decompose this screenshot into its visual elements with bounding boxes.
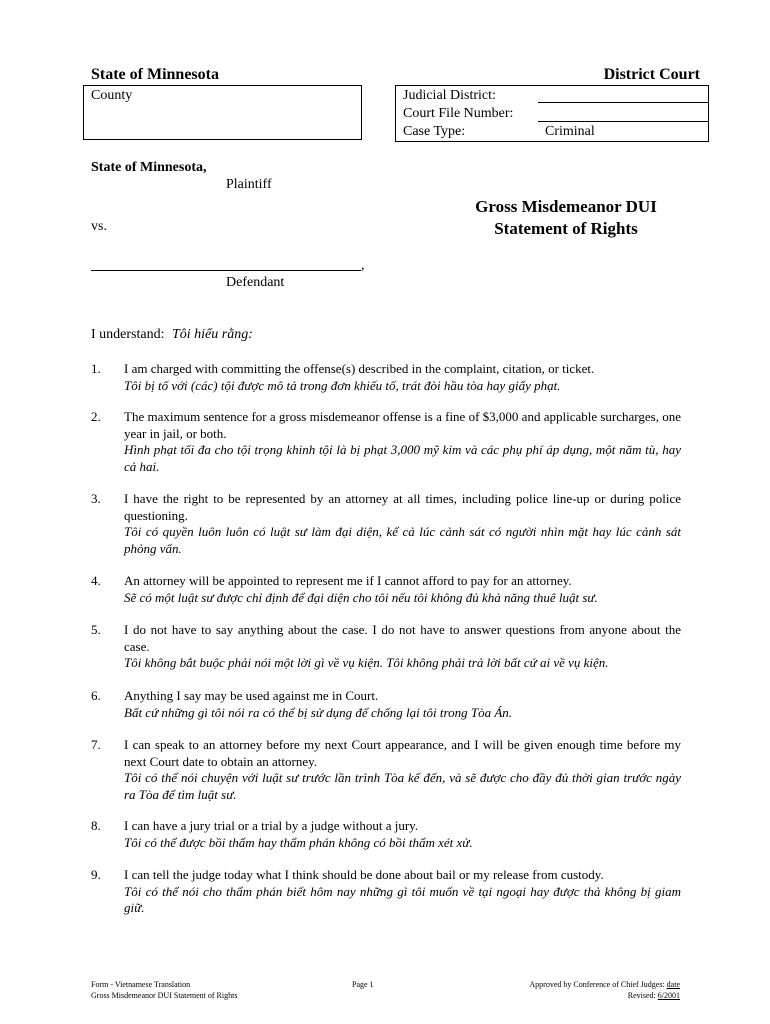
rights-item (91, 867, 681, 917)
footer-approved-line (529, 979, 680, 990)
item-number: 6. (91, 688, 101, 703)
versus-label: vs. (91, 219, 107, 234)
item-english: Anything I say may be used against me in Court. (124, 688, 379, 703)
court-heading: District Court (603, 66, 700, 83)
item-number: 8. (91, 818, 101, 833)
footer-form-line-1: Form - Vietnamese Translation (91, 980, 191, 989)
case-type-label: Case Type: (403, 124, 466, 139)
case-type-value: Criminal (545, 124, 595, 139)
rights-item (91, 622, 681, 672)
county-box (83, 85, 362, 140)
item-english: I can speak to an attorney before my next Court appearance, and I will be given enough time before my next Court date to obtain an attorney. (124, 737, 681, 769)
defendant-name-line (91, 270, 361, 271)
court-file-number-label: Court File Number: (403, 106, 514, 121)
item-number: 1. (91, 361, 101, 376)
item-english: The maximum sentence for a gross misdemeanor offense is a fine of $3,000 and applicable surcharges, one year in jail, or both. (124, 409, 681, 441)
footer-approved-date: date (666, 980, 680, 989)
item-english: I can have a jury trial or a trial by a judge without a jury. (124, 818, 419, 833)
item-vietnamese: Bất cứ những gì tôi nói ra có thể bị sử dụng để chống lại tôi trong Tòa Án. (124, 704, 513, 720)
plaintiff-role: Plaintiff (226, 177, 272, 192)
item-vietnamese: Tôi có thể nói chuyện với luật sư trước lần trình Tòa kế đến, và sẽ được cho đầy đủ thời gian trước ngày ra Tòa để tìm luật sư. (124, 770, 681, 802)
footer-revised-line (529, 990, 680, 1001)
item-number: 5. (91, 622, 101, 637)
rights-item (91, 409, 681, 475)
intro-statement (91, 327, 253, 343)
footer-revised-prefix: Revised: (627, 991, 658, 1000)
footer-form-line-2: Gross Misdemeanor DUI Statement of Rights (91, 991, 238, 1000)
item-vietnamese: Sẽ có một luật sư được chỉ định để đại diện cho tôi nếu tôi không đủ khả năng thuê luật sư. (124, 589, 598, 605)
item-vietnamese: Tôi có thể nói cho thẩm phán biết hôm nay những gì tôi muốn về tại ngoại hay được thả không bị giam giữ. (124, 883, 681, 915)
item-vietnamese: Tôi có quyền luôn luôn có luật sư làm đại diện, kể cả lúc cảnh sát có người nhìn mặt hay lúc cảnh sát phỏng vấn. (124, 524, 681, 556)
rights-item (91, 573, 681, 606)
court-info-box (395, 85, 709, 142)
footer-revised-date: 6/2001 (657, 991, 680, 1000)
item-vietnamese: Tôi không bắt buộc phải nói một lời gì về vụ kiện. Tôi không phải trả lời bất cứ ai về vụ kiện. (124, 655, 609, 670)
document-title (430, 196, 702, 240)
item-english: I am charged with committing the offense(s) described in the complaint, citation, or ticket. (124, 361, 595, 376)
plaintiff-name: State of Minnesota, (91, 160, 207, 175)
defendant-role: Defendant (226, 275, 285, 290)
footer-approved-prefix: Approved by Conference of Chief Judges: (529, 980, 667, 989)
footer-form-name (91, 979, 237, 1001)
item-vietnamese: Tôi bị tố với (các) tội được mô tả trong đơn khiếu tố, trát đòi hầu tòa hay giấy phạt. (124, 377, 561, 393)
title-line-1: Gross Misdemeanor DUI (475, 197, 657, 216)
item-number: 4. (91, 573, 101, 588)
court-file-number-field (538, 121, 708, 122)
rights-item (91, 491, 681, 557)
rights-item (91, 361, 681, 394)
item-english: I do not have to say anything about the case. I do not have to answer questions from anyone about the case. (124, 622, 681, 654)
footer-page-number: Page 1 (352, 980, 374, 989)
footer-approval (529, 979, 680, 1001)
intro-vietnamese: Tôi hiểu rằng: (171, 327, 253, 342)
rights-item (91, 818, 681, 851)
rights-item (91, 737, 681, 803)
item-english: I have the right to be represented by an attorney at all times, including police line-up or during police questioning. (124, 491, 681, 523)
county-label: County (91, 88, 133, 103)
item-english: I can tell the judge today what I think should be done about bail or my release from custody. (124, 867, 604, 882)
item-number: 9. (91, 867, 101, 882)
item-vietnamese: Tôi có thể được bồi thẩm hay thẩm phán không có bồi thẩm xét xử. (124, 834, 473, 850)
defendant-comma: , (361, 258, 365, 273)
state-heading: State of Minnesota (91, 66, 219, 83)
item-number: 3. (91, 491, 101, 506)
item-vietnamese: Hình phạt tối đa cho tội trọng khinh tội là bị phạt 3,000 mỹ kim và các phụ phí áp dụng, một năm tù, hay cả hai. (124, 442, 681, 474)
item-number: 7. (91, 737, 101, 752)
title-line-2: Statement of Rights (494, 219, 638, 238)
item-number: 2. (91, 409, 101, 424)
judicial-district-field (538, 102, 708, 103)
rights-item (91, 688, 681, 721)
judicial-district-label: Judicial District: (403, 88, 496, 103)
intro-english: I understand: (91, 327, 165, 342)
item-english: An attorney will be appointed to represent me if I cannot afford to pay for an attorney. (124, 573, 572, 588)
